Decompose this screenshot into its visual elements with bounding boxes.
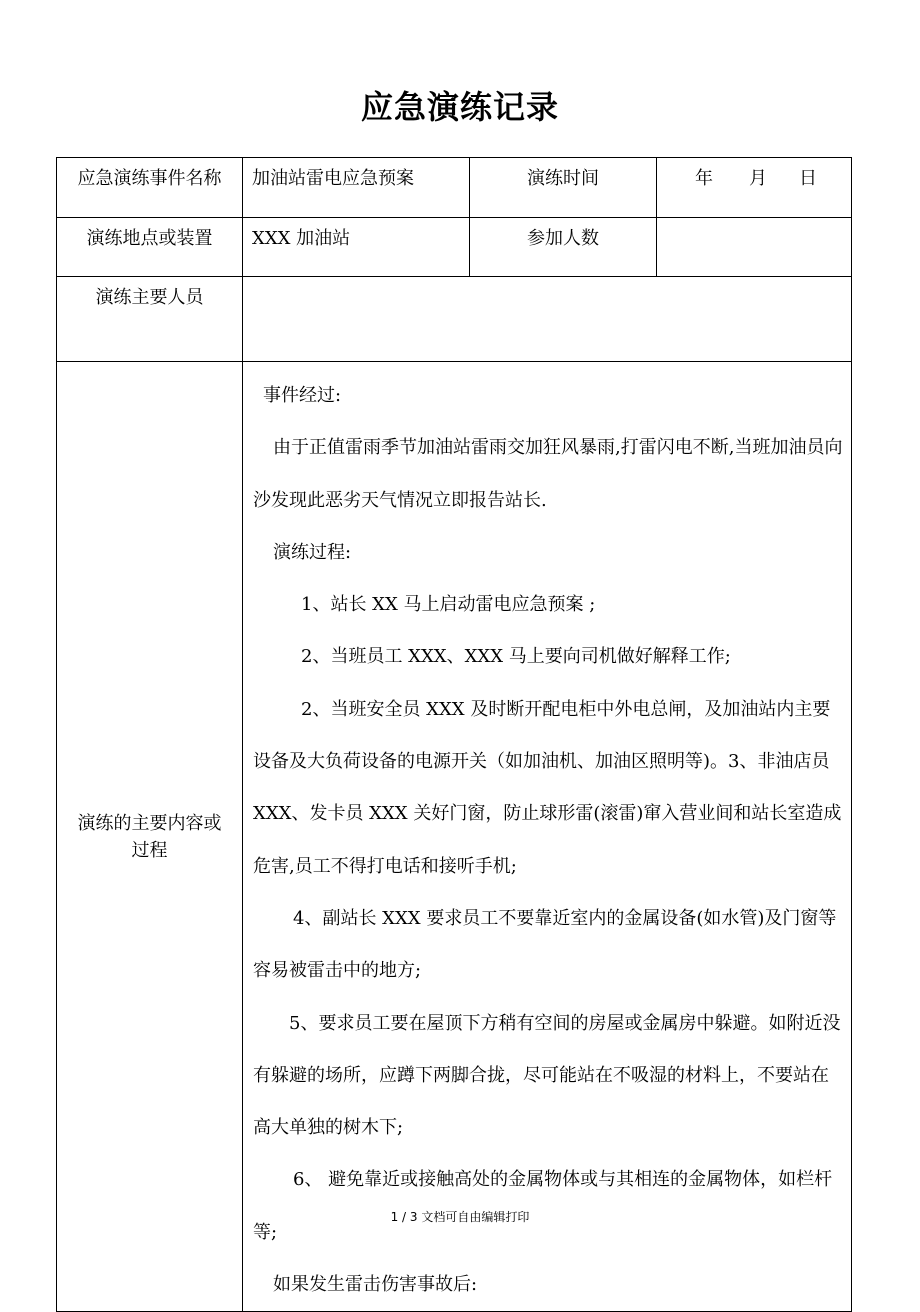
page-footer: 1 / 3 文档可自由编辑打印 (390, 1210, 530, 1224)
content-paragraph: 1、站长 XX 马上启动雷电应急预案 ; (301, 594, 596, 616)
content-paragraph: 事件经过: (263, 385, 342, 406)
content-paragraph: 4、副站长 XXX 要求员工不要靠近室内的金属设备(如水管)及门窗等容易被雷击中的地方; (253, 907, 837, 982)
personnel-label: 演练主要人员 (57, 277, 243, 362)
content-paragraph: 6、 避免靠近或接触高处的金属物体或与其相连的金属物体，如栏杆等; (253, 1169, 833, 1243)
event-name-label: 应急演练事件名称 (57, 158, 243, 218)
table-row (57, 158, 852, 218)
table-row (57, 277, 852, 362)
location-label: 演练地点或装置 (57, 218, 243, 277)
date-day: 日 (799, 168, 817, 189)
content-label (57, 362, 243, 1312)
table-row (57, 218, 852, 277)
drill-content (243, 362, 852, 1312)
content-paragraph: 2、当班员工 XXX、XXX 马上要向司机做好解释工作; (301, 646, 731, 668)
content-paragraph: 5、要求员工要在屋顶下方稍有空间的房屋或金属房中躲避。如附近没有躲避的场所，应蹲下两脚合拢，尽可能站在不吸湿的材料上，不要站在高大单独的树木下; (253, 1012, 841, 1139)
personnel-value (243, 277, 852, 362)
participants-label: 参加人数 (470, 218, 657, 277)
drill-time-label: 演练时间 (470, 158, 657, 218)
content-paragraph: 由于正值雷雨季节加油站雷雨交加狂风暴雨,打雷闪电不断,当班加油员向沙发现此恶劣天气情况立即报告站长. (253, 437, 843, 511)
page-title: 应急演练记录 (360, 88, 559, 126)
participants-value (657, 218, 852, 277)
content-paragraph: 2、当班安全员 XXX 及时断开配电柜中外电总闸，及加油站内主要设备及大负荷设备的电源开关（如加油机、加油区照明等)。3、非油店员 XXX、发卡员 XXX 关好门窗，防止球形雷(滚雷)窜入营业间和站长室造成危害,员工不得打电话和接听手机; (253, 698, 842, 877)
date-month: 月 (749, 168, 767, 189)
content-paragraph: 演练过程: (273, 541, 352, 563)
drill-record-table (56, 157, 852, 1312)
event-name-value: 加油站雷电应急预案 (243, 158, 470, 218)
drill-date-field (657, 158, 852, 218)
location-value: XXX 加油站 (243, 218, 470, 277)
content-paragraph: 如果发生雷击伤害事故后: (273, 1274, 478, 1296)
date-year: 年 (695, 168, 713, 189)
table-row (57, 362, 852, 1312)
content-label-text: 演练的主要内容或过程 (77, 812, 222, 861)
